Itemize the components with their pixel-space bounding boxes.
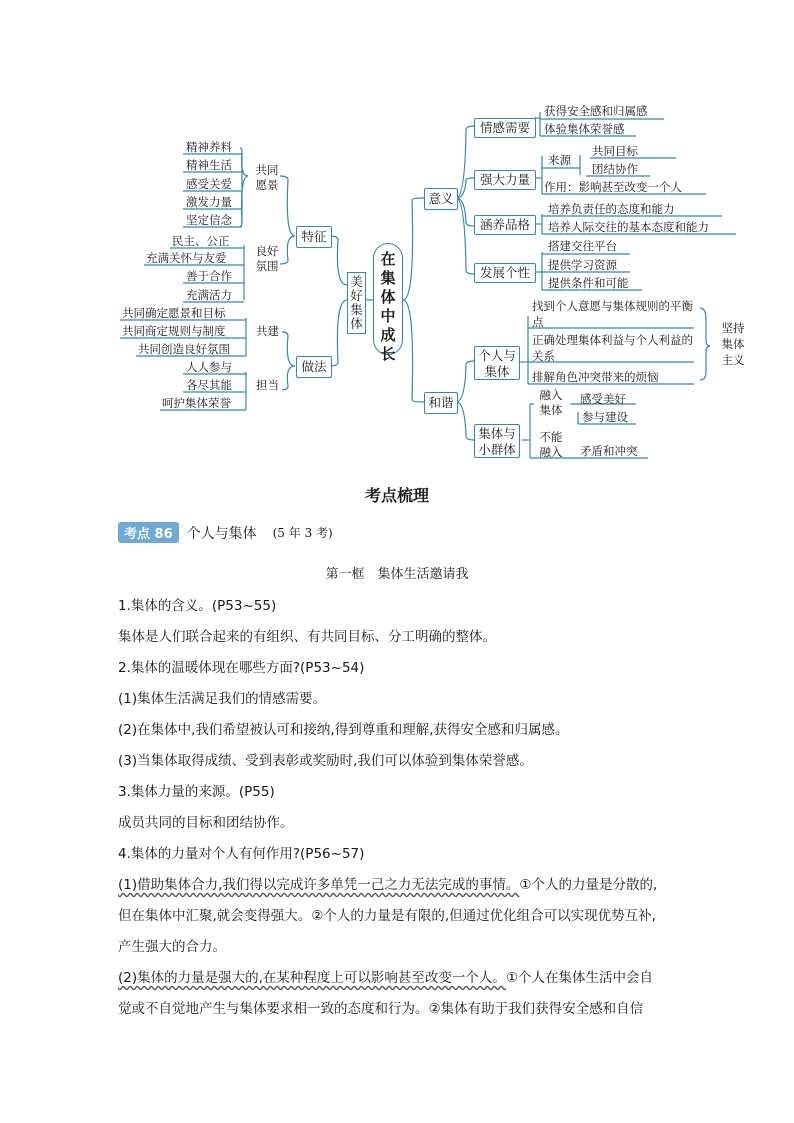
effect-text: 作用：影响甚至改变一个人 — [544, 180, 682, 194]
paragraph-text: ①个人在集体生活中会自 — [505, 970, 654, 986]
emotion-node: 情感需要 — [474, 118, 536, 138]
kaodian-title: 个人与集体 — [186, 525, 257, 542]
vision-item: 坚定信念 — [186, 213, 232, 227]
text-line: 觉或不自觉地产生与集体要求相一致的态度和行为。②集体有助于我们获得安全感和自信 — [118, 1001, 644, 1017]
vision-item: 感受关爱 — [186, 177, 232, 191]
character-node: 涵养品格 — [474, 215, 536, 235]
text-line: (3)当集体取得成绩、受到表彰或奖励时,我们可以体验到集体荣誉感。 — [118, 753, 533, 769]
atmosphere-item: 善于合作 — [186, 269, 232, 283]
individual-item: 正确处理集体利益与个人利益的关系 — [532, 333, 693, 363]
center-node: 在集体中成长 — [373, 243, 403, 355]
key-point-underlined: (2)集体的力量是强大的,在某种程度上可以影响甚至改变一个人。 — [118, 970, 506, 986]
paragraph-2 — [118, 966, 653, 986]
conflict-text: 矛盾和冲突 — [580, 444, 638, 458]
character-item: 培养负责任的态度和能力 — [548, 202, 675, 216]
vision-item: 精神生活 — [186, 158, 232, 172]
beauty-node: 美好集体 — [347, 272, 366, 334]
text-line: (2)在集体中,我们希望被认可和接纳,得到尊重和理解,获得安全感和归属感。 — [118, 722, 569, 738]
collectivism-label: 坚持集体主义 — [721, 321, 745, 367]
atmosphere-item: 充满活力 — [186, 288, 232, 302]
text-line: 4.集体的力量对个人有何作用?(P56~57) — [118, 846, 365, 862]
emotion-item: 体验集体荣誉感 — [544, 122, 625, 136]
personality-node: 发展个性 — [474, 263, 536, 283]
kaodian-badge: 考点 86 — [118, 522, 179, 543]
personality-item: 提供条件和可能 — [548, 276, 629, 290]
merge-item: 感受美好 — [580, 392, 626, 406]
key-point-underlined: (1)借助集体合力,我们得以完成许多单凭一己之力无法完成的事情。 — [118, 877, 520, 893]
section-heading: 考点梳理 — [364, 486, 429, 505]
common-vision-label: 共同愿景 — [255, 163, 279, 192]
text-line: 但在集体中汇聚,就会变得强大。②个人的力量是有限的,但通过优化组合可以实现优势互补, — [118, 908, 656, 924]
individual-item: 找到个人意愿与集体规则的平衡点 — [532, 299, 693, 329]
practice-node: 做法 — [296, 356, 332, 378]
duty-item: 人人参与 — [186, 360, 232, 374]
meaning-node: 意义 — [424, 188, 458, 210]
features-node: 特征 — [296, 226, 332, 248]
vision-item: 精神养料 — [186, 140, 232, 154]
subtitle: 第一框 集体生活邀请我 — [325, 567, 469, 582]
no-merge-label: 不能融入 — [539, 430, 563, 459]
duty-label: 担当 — [256, 378, 279, 392]
group-node: 集体与小群体 — [474, 424, 520, 458]
build-item: 共同确定愿景和目标 — [122, 306, 226, 320]
individual-item: 排解角色冲突带来的烦恼 — [532, 370, 659, 384]
text-line: (1)集体生活满足我们的情感需要。 — [118, 691, 327, 707]
individual-node: 个人与集体 — [474, 346, 520, 380]
mind-map-connectors — [0, 0, 794, 470]
character-item: 培养人际交往的基本态度和能力 — [548, 220, 709, 234]
vision-item: 激发力量 — [186, 195, 232, 209]
merge-label: 融入集体 — [539, 388, 563, 417]
kaodian-note: (5 年 3 考) — [272, 526, 333, 540]
atmosphere-item: 充满关怀与友爱 — [146, 251, 227, 265]
text-line: 集体是人们联合起来的有组织、有共同目标、分工明确的整体。 — [118, 629, 496, 645]
harmony-node: 和谐 — [424, 392, 458, 414]
merge-item: 参与建设 — [582, 410, 628, 424]
good-atmosphere-label: 良好氛围 — [255, 244, 279, 273]
text-line: 产生强大的合力。 — [118, 939, 226, 955]
paragraph-1 — [118, 873, 657, 893]
text-line: 3.集体力量的来源。(P55) — [118, 784, 275, 800]
mind-map — [0, 0, 794, 470]
build-label: 共建 — [256, 324, 279, 338]
personality-item: 搭建交往平台 — [548, 239, 617, 253]
text-line: 2.集体的温暖体现在哪些方面?(P53~54) — [118, 660, 365, 676]
text-line: 1.集体的含义。(P53~55) — [118, 598, 277, 614]
text-line: 成员共同的目标和团结协作。 — [118, 815, 294, 831]
source-item: 团结协作 — [592, 162, 638, 176]
kaodian-header — [118, 522, 333, 543]
build-item: 共同商定规则与制度 — [122, 324, 226, 338]
atmosphere-item: 民主、公正 — [172, 234, 230, 248]
power-node: 强大力量 — [474, 170, 536, 190]
source-label: 来源 — [548, 153, 571, 167]
duty-item: 呵护集体荣誉 — [162, 396, 231, 410]
emotion-item: 获得安全感和归属感 — [544, 104, 648, 118]
build-item: 共同创造良好氛围 — [138, 342, 230, 356]
source-item: 共同目标 — [592, 144, 638, 158]
personality-item: 提供学习资源 — [548, 258, 617, 272]
duty-item: 各尽其能 — [186, 378, 232, 392]
paragraph-text: ①个人的力量是分散的, — [519, 877, 658, 893]
